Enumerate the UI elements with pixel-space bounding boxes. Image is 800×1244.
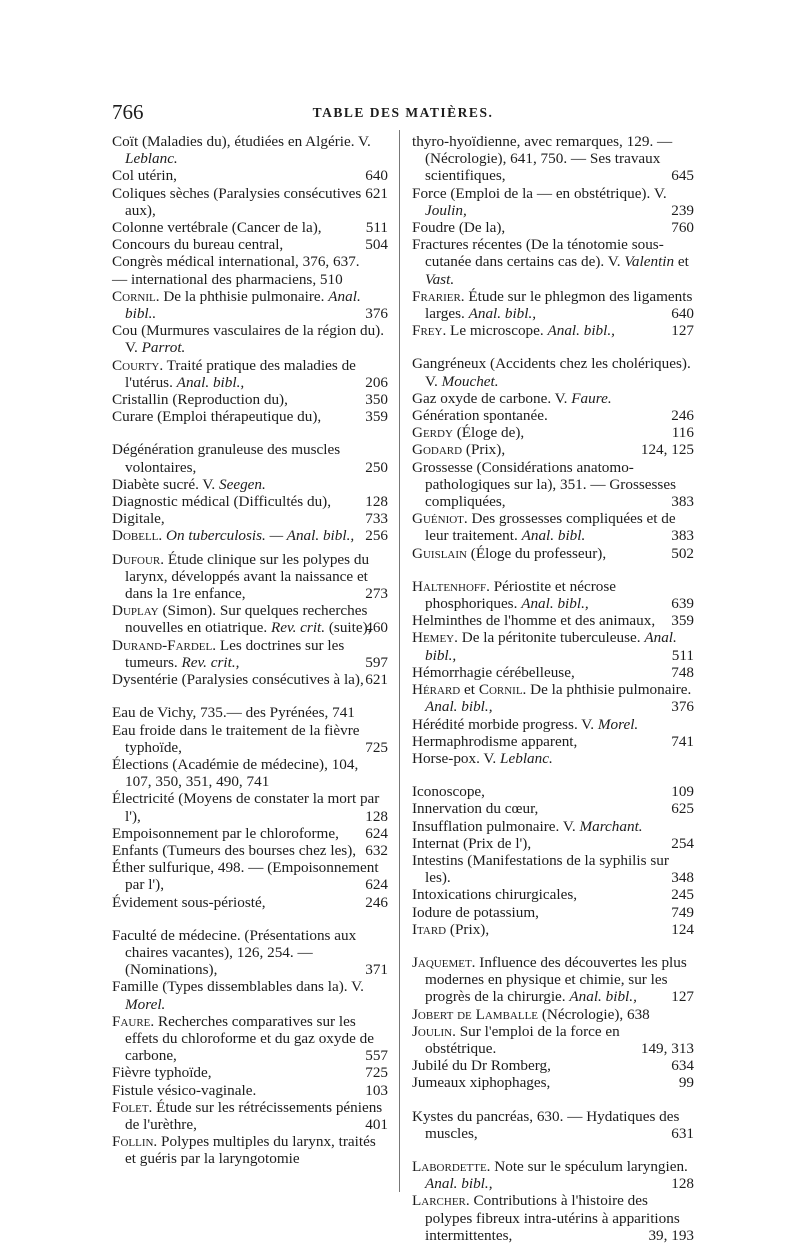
index-entry: 350 Cristallin (Reproduction du),	[112, 391, 388, 409]
index-entry: Kystes du pancréas, 630. — Hydatiques des muscles, 631	[412, 1107, 694, 1142]
index-entry: Hérédité morbide progress. V. Morel.	[412, 715, 639, 733]
index-entry: Dobell. On tuberculosis. — Anal. bibl., 256	[112, 527, 388, 545]
index-entry: Jobert de Lamballe (Nécrologie), 638	[412, 1005, 650, 1023]
index-entry: Gaz oxyde de carbone. V. Faure.	[412, 389, 612, 407]
index-entry: 128 Diagnostic médical (Difficultés du),	[112, 493, 388, 511]
index-entry: 246 Génération spontanée.	[412, 407, 694, 425]
index-entry: 634 Jubilé du Dr Romberg,	[412, 1057, 694, 1075]
page-header	[112, 100, 694, 124]
index-entry: Guéniot. Des grossesses compliquées et de leur traitement. Anal. bibl. 383	[412, 510, 694, 545]
index-entry: 504 Concours du bureau central,	[112, 236, 388, 254]
index-entry: 625 Innervation du cœur,	[412, 800, 694, 818]
index-entry: Famille (Types dissemblables dans la). V. Morel.	[112, 978, 364, 1013]
index-entry: Intestins (Manifestations de la syphilis sur les). 348	[412, 851, 694, 887]
index-entry: 254 Internat (Prix de l'),	[412, 834, 694, 852]
index-entry: 725 Fièvre typhoïde,	[112, 1064, 388, 1082]
index-entry: Frey. Le microscope. Anal. bibl., 127	[412, 322, 694, 340]
running-title: TABLE DES MATIÈRES.	[312, 105, 494, 120]
index-entry: Faure. Recherches comparatives sur les effets du chloroforme et du gaz oxyde de carbone, 557	[112, 1012, 388, 1065]
index-entry: Empoisonnement par le chloroforme, 624	[112, 824, 388, 842]
index-entry: Durand-Fardel. Les doctrines sur les tumeurs. Rev. crit., 597	[112, 636, 388, 671]
index-entry: Helminthes de l'homme et des animaux, 359	[412, 612, 694, 630]
index-entry: 621 Coliques sèches (Paralysies consécutives aux),	[112, 184, 388, 219]
index-entry: Follin. Polypes multiples du larynx, traités et guéris par la laryngotomie	[112, 1133, 376, 1168]
index-entry: Gangréneux (Accidents chez les cholériques). V. Mouchet.	[412, 355, 691, 390]
index-entry: Hérard et Cornil. De la phthisie pulmonaire. Anal. bibl., 376	[412, 681, 694, 716]
index-entry: Congrès médical international, 376, 637.	[112, 253, 360, 271]
index-entry: Coït (Maladies du), étudiées en Algérie. V. Leblanc.	[112, 133, 371, 168]
index-entry: 109 Iconoscope,	[412, 783, 694, 801]
column-divider	[399, 130, 400, 1192]
index-entry: 511 Colonne vertébrale (Cancer de la),	[112, 219, 388, 237]
index-entry: Duplay (Simon). Sur quelques recherches nouvelles en otiatrique. Rev. crit. (suite), 460	[112, 602, 388, 637]
right-column	[412, 133, 694, 1244]
index-entry: Courty. Traité pratique des maladies de l'utérus. Anal. bibl., 206	[112, 356, 388, 391]
page-number: 766	[112, 100, 144, 124]
left-column	[112, 133, 388, 1168]
index-entry: Horse-pox. V. Leblanc.	[412, 749, 553, 767]
index-entry: Électricité (Moyens de constater la mort par l'), 128	[112, 790, 388, 825]
index-entry: Frarier. Étude sur le phlegmon des ligaments larges. Anal. bibl., 640	[412, 287, 694, 323]
index-entry: 116 Gerdy (Éloge de),	[412, 424, 694, 442]
index-entry: 103 Fistule vésico-vaginale.	[112, 1081, 388, 1099]
index-entry: Eau de Vichy, 735.— des Pyrénées, 741	[112, 704, 355, 722]
index-entry: 359 Curare (Emploi thérapeutique du),	[112, 408, 388, 426]
index-entry: Jaquemet. Influence des découvertes les plus modernes en physique et chimie, sur les progrès de la chirurgie. Anal. bibl., 127	[412, 953, 694, 1006]
index-entry: Cornil. De la phthisie pulmonaire. Anal. bibl.. 376	[112, 287, 388, 323]
index-entry: 502 Guislain (Éloge du professeur),	[412, 544, 694, 562]
index-entry: Force (Emploi de la — en obstétrique). V. Joulin, 239	[412, 184, 694, 219]
index-entry: 741 Hermaphrodisme apparent,	[412, 732, 694, 750]
index-entry: Fractures récentes (De la ténotomie sous-cutanée dans certains cas de). V. Valentin et Vast.	[412, 236, 689, 288]
index-entry: 124, 125 Godard (Prix),	[412, 441, 694, 459]
index-entry: 245 Intoxications chirurgicales,	[412, 886, 694, 904]
index-entry: 124 Itard (Prix),	[412, 920, 694, 938]
index-entry: Insufflation pulmonaire. V. Marchant.	[412, 817, 643, 835]
index-entry: Larcher. Contributions à l'histoire des polypes fibreux intra-utérins à apparitions intermittentes, 39, 193	[412, 1192, 694, 1244]
index-entry: Dysentérie (Paralysies consécutives à la), 621	[112, 671, 388, 689]
index-entry: Folet. Étude sur les rétrécissements péniens de l'urèthre, 401	[112, 1098, 388, 1133]
index-entry: Élections (Académie de médecine), 104, 107, 350, 351, 490, 741	[112, 755, 359, 791]
index-entry: Dégénération granuleuse des muscles volontaires, 250	[112, 441, 388, 476]
index-entry: 246 Évidement sous-périosté,	[112, 893, 388, 911]
index-entry: Eau froide dans le traitement de la fièvre typhoïde, 725	[112, 721, 388, 756]
index-entry: Grossesse (Considérations anatomo-pathologiques sur la), 351. — Grossesses compliquées, 383	[412, 458, 694, 511]
index-entry: 733 Digitale,	[112, 510, 388, 528]
index-entry: Haltenhoff. Périostite et nécrose phosphoriques. Anal. bibl., 639	[412, 577, 694, 613]
index-entry: Diabète sucré. V. Seegen.	[112, 475, 266, 493]
index-entry: Hemey. De la péritonite tuberculeuse. Anal. bibl., 511	[412, 629, 694, 664]
index-entry: Enfants (Tumeurs des bourses chez les), 632	[112, 841, 388, 859]
index-entry: Cou (Murmures vasculaires de la région du). V. Parrot.	[112, 322, 385, 357]
index-entry: Dufour. Étude clinique sur les polypes du larynx, développés avant la naissance et dans la 1re enfance, 273	[112, 550, 388, 603]
index-entry: 749 Iodure de potassium,	[412, 903, 694, 921]
index-entry: 640 Col utérin,	[112, 167, 388, 185]
index-entry: Labordette. Note sur le spéculum laryngien. Anal. bibl., 128	[412, 1157, 694, 1193]
index-entry: 760 Foudre (De la),	[412, 219, 694, 237]
index-entry: 748 Hémorrhagie cérébelleuse,	[412, 663, 694, 681]
index-entry: thyro-hyoïdienne, avec remarques, 129. — (Nécrologie), 641, 750. — Ses travaux scientifiques, 645	[412, 133, 694, 185]
index-entry: Faculté de médecine. (Présentations aux chaires vacantes), 126, 254. — (Nominations), 371	[112, 926, 388, 979]
index-entry: Éther sulfurique, 498. — (Empoisonnement par l'), 624	[112, 859, 388, 894]
index-entry: 99 Jumeaux xiphophages,	[412, 1074, 694, 1092]
index-entry: Joulin. Sur l'emploi de la force en obstétrique. 149, 313	[412, 1022, 694, 1057]
index-entry: — international des pharmaciens, 510	[112, 270, 343, 288]
